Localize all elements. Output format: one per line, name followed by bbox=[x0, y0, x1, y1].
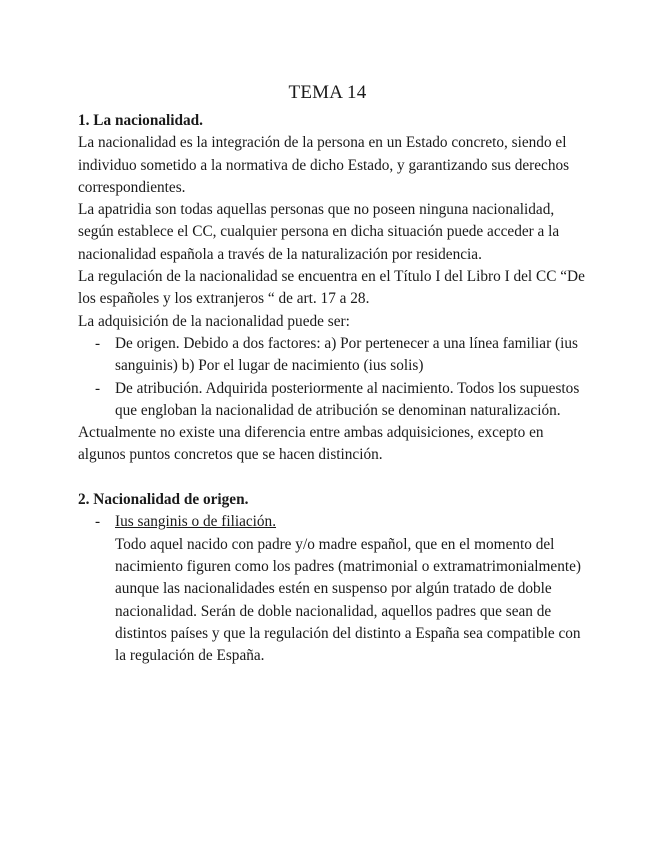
section-2-heading: 2. Nacionalidad de origen. bbox=[78, 491, 249, 509]
section-1-heading: 1. La nacionalidad. bbox=[78, 112, 203, 129]
list-dash: - bbox=[95, 513, 101, 531]
list-item-text: De origen. Debido a dos factores: a) Por pertenecer a una línea familiar (ius sanguinis) b) Por el lugar de nacimiento (ius solis) bbox=[115, 334, 578, 375]
list-dash: - bbox=[95, 379, 101, 397]
list-item bbox=[78, 378, 593, 423]
list-item-label: Ius sanginis o de filiación. bbox=[115, 513, 277, 531]
section-1-paragraph: La nacionalidad es la integración de la persona en un Estado concreto, siendo el individuo sometido a la normativa de dicho Estado, y garantizando sus derechos correspondientes. bbox=[78, 134, 570, 196]
section-1-paragraph: La regulación de la nacionalidad se encuentra en el Título I del Libro I del CC “De los españoles y los extranjeros “ de art. 17 a 28. bbox=[78, 268, 585, 308]
list-item bbox=[78, 511, 593, 667]
document-title: TEMA 14 bbox=[288, 82, 367, 103]
section-1-closing: Actualmente no existe una diferencia entre ambas adquisiciones, excepto en algunos puntos concretos que se hacen distinción. bbox=[78, 424, 544, 464]
section-spacer bbox=[78, 467, 593, 489]
list-item-text: De atribución. Adquirida posteriormente al nacimiento. Todos los supuestos que engloban la nacionalidad de atribución se denominan naturalización. bbox=[115, 379, 580, 419]
list-item-text: Todo aquel nacido con padre y/o madre español, que en el momento del nacimiento figuren como los padres (matrimonial o extramatrimonialmente) aunque las nacionalidades estén en suspenso por algún tratado de doble nacionalidad. Serán de doble nacionalidad, aquellos padres que sean de distintos países y que la regulación del distinto a España sea compatible con la regulación de España. bbox=[115, 535, 581, 665]
acquisition-list bbox=[78, 333, 593, 422]
document-body bbox=[78, 110, 593, 667]
section-1-paragraph: La apatridia son todas aquellas personas que no poseen ninguna nacionalidad, según establece el CC, cualquier persona en dicha situación puede acceder a la nacionalidad española a través de la naturalización por residencia. bbox=[78, 201, 560, 263]
list-item bbox=[78, 333, 593, 378]
section-1-paragraph: La adquisición de la nacionalidad puede ser: bbox=[78, 312, 350, 330]
list-dash: - bbox=[95, 334, 101, 352]
origin-list bbox=[78, 511, 593, 667]
